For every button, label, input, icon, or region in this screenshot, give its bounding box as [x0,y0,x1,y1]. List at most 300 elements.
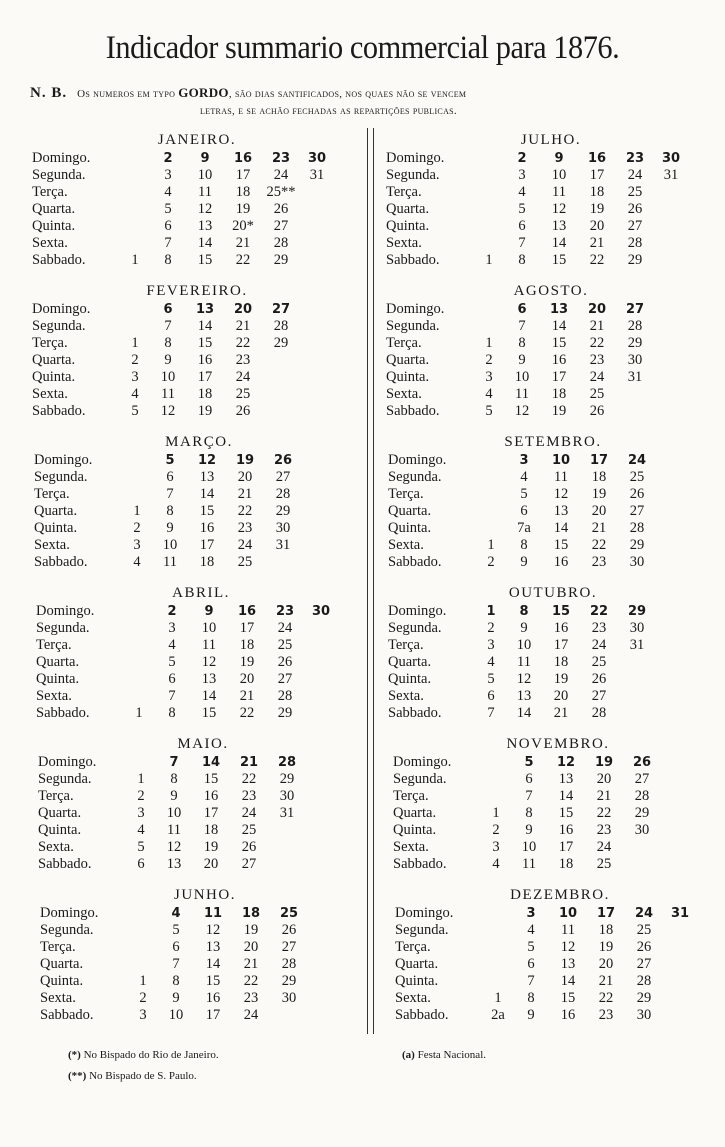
day-number: 28 [591,705,607,721]
day-number: 5 [131,403,139,419]
day-label: Sexta. [32,386,68,402]
day-label: Terça. [386,335,422,351]
day-label: Domingo. [388,452,447,468]
day-label: Terça. [36,637,72,653]
day-number: 2 [163,151,173,166]
day-number: 12 [160,403,176,419]
day-number: 27 [625,302,645,317]
day-number: 15 [203,771,219,787]
month-name-text: FEVEREIRO. [146,283,248,299]
day-label: Segunda. [386,318,440,334]
week-row [388,469,718,486]
day-number: 24 [237,537,253,553]
week-row [388,671,718,688]
day-number: 6 [137,856,145,872]
day-label: Terça. [40,939,76,955]
month-julho [386,130,716,269]
day-number: 19 [598,939,614,955]
day-label: Quinta. [388,520,432,536]
day-number: 31 [279,805,295,821]
week-row [393,805,723,822]
day-label: Quarta. [32,201,76,217]
day-number: 3 [519,453,529,468]
day-number: 13 [549,302,569,317]
day-number: 7 [487,705,495,721]
day-number: 17 [239,620,255,636]
month-name-text: DEZEMBRO. [510,887,610,903]
day-number: 3 [131,369,139,385]
day-number: 18 [598,922,614,938]
day-number: 13 [551,218,567,234]
day-number: 13 [201,671,217,687]
day-number: 10 [160,369,176,385]
day-number: 10 [197,167,213,183]
day-number: 14 [558,788,574,804]
day-number: 9 [520,620,528,636]
week-row [36,671,366,688]
day-number: 23 [237,520,253,536]
month-name-text: AGOSTO. [513,283,589,299]
day-number: 25 [279,906,299,921]
day-number: 14 [205,956,221,972]
day-number: 3 [133,537,141,553]
day-number: 25 [629,469,645,485]
day-label: Segunda. [386,167,440,183]
day-number: 26 [589,403,605,419]
week-row [38,856,368,873]
day-number: 23 [243,990,259,1006]
day-number: 9 [520,554,528,570]
day-number: 13 [197,218,213,234]
day-number: 29 [627,252,643,268]
day-label: Quinta. [34,520,78,536]
day-number: 8 [525,805,533,821]
day-number: 25 [241,822,257,838]
day-number: 28 [627,235,643,251]
day-number: 15 [551,604,571,619]
day-number: 2a [491,1007,505,1023]
day-number: 30 [629,554,645,570]
week-row [38,788,368,805]
day-number: 14 [560,973,576,989]
day-number: 27 [275,469,291,485]
day-number: 12 [551,201,567,217]
day-number: 22 [235,335,251,351]
week-row [36,654,366,671]
month-name-text: SETEMBRO. [504,434,602,450]
day-number: 27 [277,671,293,687]
day-number: 13 [205,939,221,955]
day-number: 26 [591,671,607,687]
day-number: 13 [558,771,574,787]
day-number: 25 [596,856,612,872]
day-number: 17 [596,906,616,921]
day-number: 31 [663,167,679,183]
month-name [386,281,716,301]
day-label: Sexta. [38,839,74,855]
day-number: 19 [243,922,259,938]
week-row [40,939,370,956]
day-number: 6 [518,218,526,234]
day-number: 19 [553,671,569,687]
note-text-1: Os numeros em typo [77,88,176,100]
footnote-festa-mark: (a) [402,1049,415,1061]
day-number: 21 [239,755,259,770]
day-number: 23 [235,352,251,368]
day-label: Domingo. [393,754,452,770]
month-name-text: JULHO. [520,132,582,148]
day-number: 25 [591,654,607,670]
week-row [388,688,718,705]
day-number: 14 [201,755,221,770]
week-row [393,856,723,873]
day-number: 2 [133,520,141,536]
day-label: Sexta. [36,688,72,704]
day-number: 6 [517,302,527,317]
week-row [388,520,718,537]
day-number: 4 [487,654,495,670]
day-number: 17 [205,1007,221,1023]
day-label: Sexta. [40,990,76,1006]
day-number: 1 [131,252,139,268]
day-number: 22 [241,771,257,787]
day-number: 3 [168,620,176,636]
day-number: 30 [311,604,331,619]
day-number: 17 [203,805,219,821]
week-row [386,235,716,252]
day-number: 24 [589,369,605,385]
day-number: 11 [161,386,175,402]
day-number: 1 [487,537,495,553]
day-number: 5 [164,201,172,217]
day-number: 28 [273,318,289,334]
day-number: 9 [200,151,210,166]
day-number: 24 [273,167,289,183]
day-label: Terça. [32,335,68,351]
day-number: 5 [168,654,176,670]
day-number: 3 [485,369,493,385]
footnote-rio [68,1049,219,1061]
day-number: 25 [589,386,605,402]
day-number: 6 [164,218,172,234]
day-number: 20 [598,956,614,972]
day-number: 7 [164,318,172,334]
week-row [34,486,364,503]
day-number: 30 [281,990,297,1006]
day-number: 18 [199,554,215,570]
day-number: 4 [485,386,493,402]
week-row [36,688,366,705]
day-number: 17 [235,167,251,183]
week-row [32,218,362,235]
day-number: 26 [636,939,652,955]
day-number: 14 [197,235,213,251]
day-label: Segunda. [40,922,94,938]
day-number: 5 [524,755,534,770]
day-label: Segunda. [34,469,88,485]
day-number: 18 [197,386,213,402]
week-row [32,369,362,386]
day-number: 21 [591,520,607,536]
day-label: Quarta. [395,956,439,972]
month-name [32,130,362,150]
day-label: Quinta. [386,369,430,385]
day-label: Quinta. [388,671,432,687]
month-agosto [386,281,716,420]
day-number: 7 [518,318,526,334]
day-number: 16 [551,352,567,368]
day-number: 9 [554,151,564,166]
day-number: 27 [281,939,297,955]
day-number: 17 [589,453,609,468]
day-number: 9 [525,822,533,838]
day-label: Quarta. [393,805,437,821]
day-number: 21 [553,705,569,721]
day-number: 10 [162,537,178,553]
day-number: 25 [277,637,293,653]
day-label: Terça. [388,637,424,653]
day-number: 2 [131,352,139,368]
day-number: 9 [166,520,174,536]
day-number: 9 [204,604,214,619]
day-number: 9 [170,788,178,804]
day-number: 1 [139,973,147,989]
day-number: 5 [165,453,175,468]
day-number: 28 [629,520,645,536]
day-number: 11 [554,469,568,485]
day-number: 9 [164,352,172,368]
month-name [388,432,718,452]
day-number: 12 [514,403,530,419]
day-number: 26 [632,755,652,770]
day-number: 13 [199,469,215,485]
day-number: 29 [277,705,293,721]
day-number: 12 [197,201,213,217]
month-janeiro [32,130,362,269]
day-number: 10 [516,637,532,653]
day-number: 28 [634,788,650,804]
day-number: 22 [239,705,255,721]
day-number: 20 [591,503,607,519]
footnote-rio-mark: (*) [68,1049,81,1061]
day-label: Segunda. [32,167,86,183]
day-number: 23 [591,554,607,570]
day-number: 2 [485,352,493,368]
day-number: 7 [166,486,174,502]
day-number: 31 [627,369,643,385]
day-number: 17 [551,369,567,385]
day-number: 23 [241,788,257,804]
day-number: 30 [307,151,327,166]
month-novembro [393,734,723,873]
day-number: 21 [598,973,614,989]
week-row [386,369,716,386]
day-number: 12 [516,671,532,687]
day-number: 29 [629,537,645,553]
day-number: 25** [266,184,296,200]
day-label: Domingo. [36,603,95,619]
day-number: 19 [589,201,605,217]
day-number: 21 [235,235,251,251]
week-row [388,554,718,571]
day-number: 18 [591,469,607,485]
day-number: 16 [199,520,215,536]
day-number: 7 [518,235,526,251]
day-number: 15 [551,252,567,268]
day-number: 22 [589,335,605,351]
month-name [40,885,370,905]
day-number: 14 [553,520,569,536]
day-number: 27 [634,771,650,787]
day-number: 21 [237,486,253,502]
day-number: 24 [634,906,654,921]
day-label: Quinta. [393,822,437,838]
day-number: 7 [169,755,179,770]
day-number: 18 [203,822,219,838]
week-row [395,1007,725,1024]
day-number: 4 [171,906,181,921]
day-number: 18 [553,654,569,670]
footnote-sao-paulo-text: No Bispado de S. Paulo. [89,1070,197,1082]
day-label: Quinta. [40,973,84,989]
day-number: 8 [164,252,172,268]
day-number: 30 [661,151,681,166]
day-label: Sexta. [388,688,424,704]
day-number: 25 [627,184,643,200]
month-name [36,583,366,603]
week-row [386,386,716,403]
month-name-text: NOVEMBRO. [506,736,610,752]
month-name-text: OUTUBRO. [508,585,598,601]
day-number: 25 [636,922,652,938]
week-row [386,403,716,420]
day-number: 16 [553,620,569,636]
day-number: 24 [241,805,257,821]
day-label: Sexta. [34,537,70,553]
day-number: 27 [627,218,643,234]
day-number: 26 [235,403,251,419]
week-row [38,754,368,771]
week-row [38,805,368,822]
week-row [395,973,725,990]
day-label: Quarta. [32,352,76,368]
week-row [40,990,370,1007]
day-number: 17 [589,167,605,183]
day-number: 5 [527,939,535,955]
day-number: 2 [487,554,495,570]
day-number: 30 [629,620,645,636]
day-number: 19 [235,453,255,468]
week-row [386,352,716,369]
day-number: 4 [492,856,500,872]
day-number: 31 [670,906,690,921]
week-row [34,469,364,486]
week-row [386,167,716,184]
day-number: 17 [197,369,213,385]
day-number: 12 [553,486,569,502]
day-number: 16 [197,352,213,368]
week-row [395,990,725,1007]
footnote-sao-paulo [68,1070,197,1082]
month-name-text: ABRIL. [172,585,230,601]
day-number: 28 [281,956,297,972]
week-row [40,973,370,990]
week-row [34,520,364,537]
day-number: 30 [275,520,291,536]
day-number: 24 [243,1007,259,1023]
day-label: Quarta. [388,654,432,670]
month-junho [40,885,370,1024]
day-number: 27 [241,856,257,872]
day-number: 29 [273,335,289,351]
week-row [388,452,718,469]
day-label: Terça. [34,486,70,502]
day-number: 8 [170,771,178,787]
day-number: 29 [279,771,295,787]
day-number: 20 [233,302,253,317]
day-number: 11 [163,554,177,570]
day-number: 16 [233,151,253,166]
week-row [395,956,725,973]
day-number: 14 [516,705,532,721]
week-row [32,335,362,352]
month-fevereiro [32,281,362,420]
day-number: 3 [518,167,526,183]
day-number: 28 [627,318,643,334]
day-number: 2 [517,151,527,166]
day-number: 29 [273,252,289,268]
day-label: Sabbado. [32,252,86,268]
day-number: 15 [201,705,217,721]
day-number: 15 [205,973,221,989]
day-number: 6 [520,503,528,519]
day-number: 21 [243,956,259,972]
day-label: Terça. [38,788,74,804]
day-number: 6 [163,302,173,317]
week-row [386,301,716,318]
footnote-sao-paulo-mark: (**) [68,1070,87,1082]
day-number: 18 [235,184,251,200]
day-number: 27 [629,503,645,519]
month-name-text: JANEIRO. [157,132,237,148]
footnote-festa [402,1049,486,1061]
week-row [38,822,368,839]
week-row [32,184,362,201]
day-number: 28 [273,235,289,251]
day-number: 5 [172,922,180,938]
week-row [386,218,716,235]
day-number: 30 [634,822,650,838]
day-number: 9 [527,1007,535,1023]
month-name-text: MAIO. [177,736,229,752]
day-number: 4 [518,184,526,200]
day-label: Sexta. [395,990,431,1006]
note-text-3: letras, e se achão fechadas as repartições publicas. [200,105,457,117]
day-label: Domingo. [38,754,97,770]
day-label: Terça. [393,788,429,804]
day-number: 11 [203,906,223,921]
week-row [40,1007,370,1024]
day-number: 12 [205,922,221,938]
day-number: 4 [164,184,172,200]
day-number: 4 [520,469,528,485]
day-number: 3 [139,1007,147,1023]
day-number: 13 [516,688,532,704]
day-number: 6 [172,939,180,955]
day-label: Quinta. [395,973,439,989]
day-label: Terça. [32,184,68,200]
day-label: Sabbado. [40,1007,94,1023]
